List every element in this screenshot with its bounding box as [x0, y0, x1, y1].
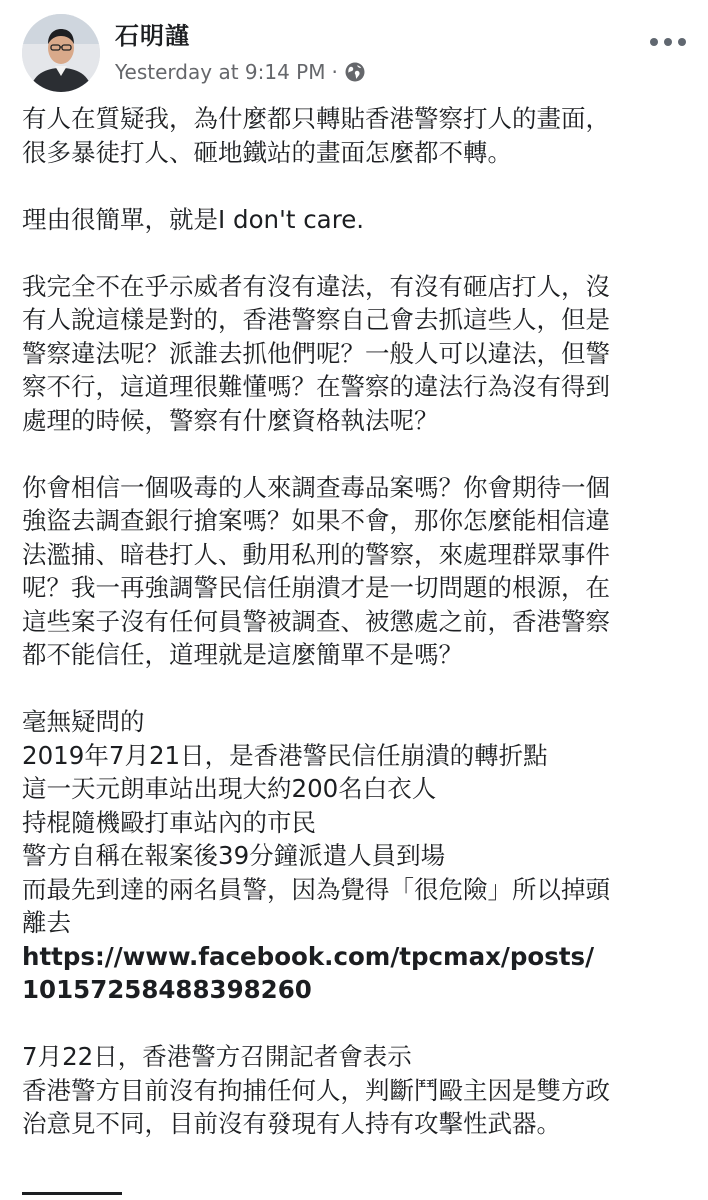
post-text-line: 處理的時候，警察有什麼資格執法呢？ — [22, 405, 439, 435]
post-text-line: 警察違法呢？派誰去抓他們呢？一般人可以違法，但警 — [22, 338, 610, 368]
paragraph-6 — [22, 1040, 692, 1141]
globe-icon[interactable] — [344, 61, 366, 83]
post-text-line: 而最先到達的兩名員警，因為覺得「很危險」所以掉頭 — [22, 874, 610, 904]
post-body — [22, 102, 692, 1174]
paragraph-5 — [22, 705, 692, 1007]
paragraph-2 — [22, 203, 692, 237]
post-text-line: 你會相信一個吸毒的人來調查毒品案嗎？你會期待一個 — [22, 472, 610, 502]
post-text-line: 有人說這樣是對的，香港警察自己會去抓這些人，但是 — [22, 305, 610, 334]
post-text-line: 7月22日，香港警方召開記者會表示 — [22, 1042, 412, 1071]
post-text-line: 警方自稱在報案後39分鐘派遣人員到場 — [22, 841, 446, 870]
post-text-line: 理由很簡單，就是I don't care. — [22, 204, 365, 234]
post-link[interactable] — [22, 940, 692, 1007]
post-timestamp[interactable]: Yesterday at 9:14 PM — [115, 60, 326, 84]
post-link-line[interactable]: https://www.facebook.com/tpcmax/posts/ — [22, 941, 595, 971]
avatar-image — [22, 14, 100, 92]
paragraph-3 — [22, 270, 692, 438]
post-text-line: 這些案子沒有任何員警被調查、被懲處之前，香港警察 — [22, 606, 610, 636]
post-text-line: 香港警方目前沒有拘捕任何人，判斷鬥毆主因是雙方政 — [22, 1075, 610, 1105]
post-text-line: 持棍隨機毆打車站內的市民 — [22, 807, 316, 837]
post-text-line: 察不行，這道理很難懂嗎？在警察的違法行為沒有得到 — [22, 372, 610, 401]
post-text-line: 毫無疑問的 — [22, 707, 145, 736]
paragraph-1 — [22, 102, 692, 169]
cropped-next-line — [22, 1186, 132, 1200]
post-text-line: 都不能信任，道理就是這麼簡單不是嗎？ — [22, 640, 463, 669]
author-name[interactable]: 石明謹 — [115, 22, 190, 50]
post-meta — [115, 58, 366, 86]
post-text-line: 很多暴徒打人、砸地鐵站的畫面怎麼都不轉。 — [22, 137, 512, 167]
meta-separator: · — [331, 60, 338, 84]
more-dot — [664, 38, 672, 46]
more-options-icon[interactable] — [650, 32, 686, 52]
avatar[interactable] — [22, 14, 100, 92]
post-text-line: 2019年7月21日，是香港警民信任崩潰的轉折點 — [22, 740, 548, 770]
post-text-line: 我完全不在乎示威者有沒有違法，有沒有砸店打人，沒 — [22, 271, 610, 301]
cropped-text-fragment — [22, 1192, 122, 1195]
post-text-line: 強盜去調查銀行搶案嗎？如果不會，那你怎麼能相信違 — [22, 506, 610, 535]
post-text-line: 呢？我一再強調警民信任崩潰才是一切問題的根源，在 — [22, 573, 610, 602]
post-text-line: 有人在質疑我，為什麼都只轉貼香港警察打人的畫面， — [22, 104, 610, 133]
more-dot — [650, 38, 658, 46]
post-link-line[interactable]: 10157258488398260 — [22, 975, 312, 1004]
post-text-line: 治意見不同，目前沒有發現有人持有攻擊性武器。 — [22, 1109, 561, 1138]
paragraph-4 — [22, 471, 692, 672]
post-header — [22, 14, 686, 96]
post-text-line: 離去 — [22, 908, 71, 937]
more-dot — [678, 38, 686, 46]
post-text-line: 這一天元朗車站出現大約200名白衣人 — [22, 774, 437, 803]
post-text-line: 法濫捕、暗巷打人、動用私刑的警察，來處理群眾事件 — [22, 539, 610, 569]
